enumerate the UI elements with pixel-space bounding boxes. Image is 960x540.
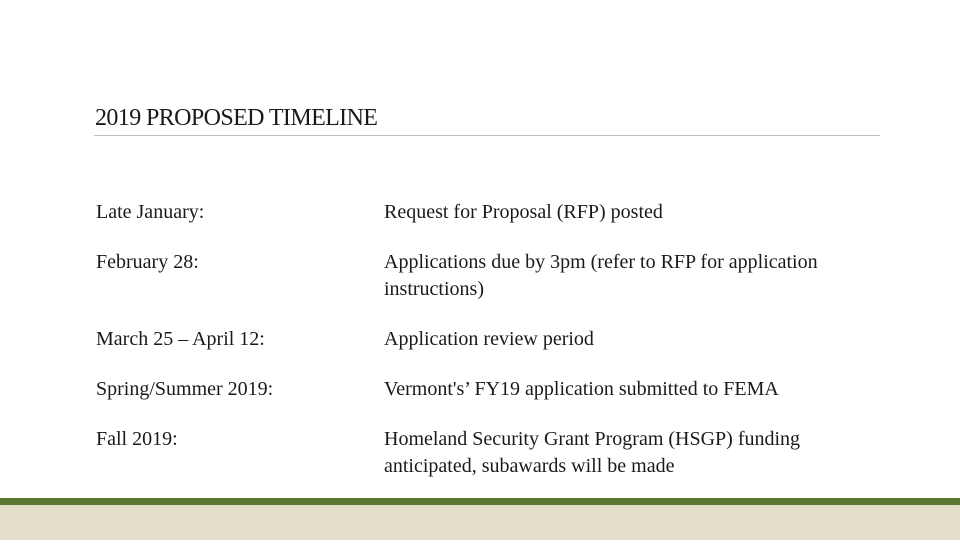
- timeline-date: Late January:: [96, 201, 205, 223]
- timeline-row: [96, 326, 886, 353]
- timeline-row: [96, 249, 886, 303]
- timeline-date: Spring/Summer 2019:: [96, 378, 274, 400]
- timeline-row: [96, 376, 886, 403]
- slide-title: 2019 PROPOSED TIMELINE: [95, 105, 378, 131]
- timeline-event: Homeland Security Grant Program (HSGP) funding anticipated, subawards will be made: [384, 428, 801, 477]
- footer-accent-line: [0, 498, 960, 505]
- timeline-event: Request for Proposal (RFP) posted: [384, 201, 663, 223]
- timeline-row: [96, 199, 886, 226]
- footer-band: [0, 505, 960, 540]
- timeline-row: [96, 426, 886, 480]
- timeline-event: Application review period: [384, 328, 594, 350]
- timeline-list: [96, 199, 886, 480]
- timeline-date: March 25 – April 12:: [96, 328, 265, 350]
- timeline-event: Applications due by 3pm (refer to RFP for application instructions): [384, 251, 818, 300]
- timeline-date: Fall 2019:: [96, 428, 178, 450]
- timeline-date: February 28:: [96, 251, 199, 273]
- title-divider: [94, 135, 880, 136]
- timeline-event: Vermont's’ FY19 application submitted to FEMA: [384, 378, 779, 400]
